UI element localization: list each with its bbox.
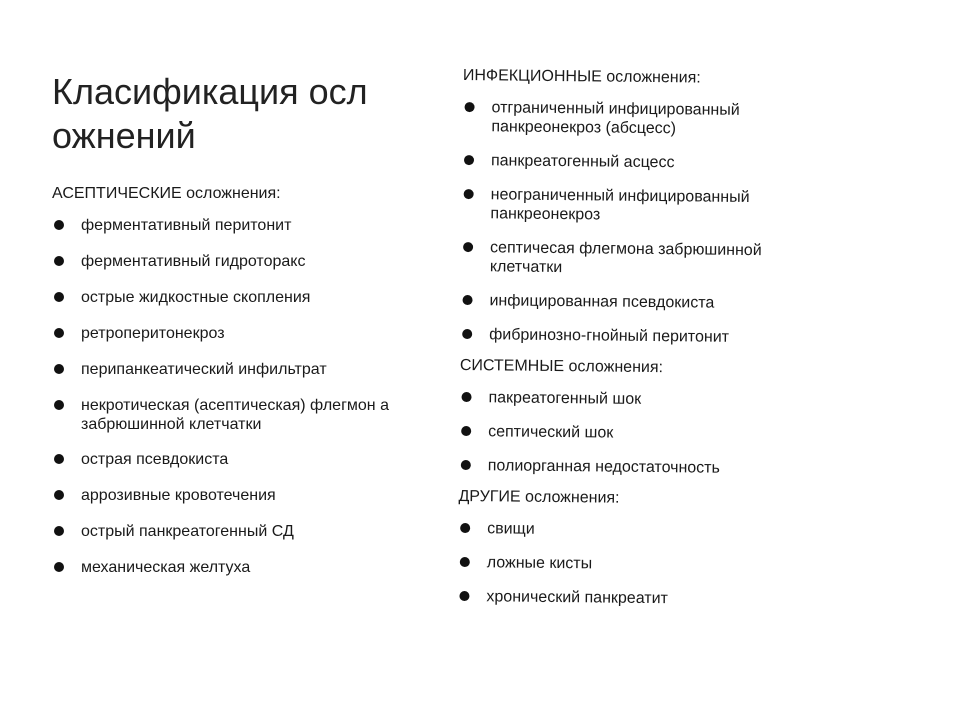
list-item-text: панкреатогенный асцесс [490,152,675,172]
bullet-icon [462,329,472,339]
bullet-icon [461,392,471,402]
list-item [458,519,818,542]
list-item-text: острая псевдокиста [81,451,229,468]
other-list [457,519,818,610]
aseptic-section [52,184,437,594]
list-item-text: септический шок [488,423,614,442]
list-item [52,216,437,235]
list-item-text: ферментативный перитонит [81,217,292,234]
list-item-text: септичесая флегмона забрюшинной клетчатки [489,239,762,277]
bullet-icon [465,102,475,112]
infectious-heading: ИНФЕКЦИОННЫЕ осложнения: [462,66,701,87]
bullet-icon [461,426,471,436]
bullet-icon [54,292,64,302]
list-item [52,324,437,343]
list-item [459,422,819,445]
list-item-text: ложные кисты [486,554,593,573]
other-heading: ДРУГИЕ осложнения: [458,487,620,507]
bullet-icon [54,256,64,266]
list-item-text: пакреатогенный шок [488,389,642,408]
bullet-icon [461,460,471,470]
list-item [462,98,791,139]
list-item [52,450,437,469]
systemic-heading: СИСТЕМНЫЕ осложнения: [459,356,664,377]
bullet-icon [54,400,64,410]
right-column [457,66,823,625]
aseptic-heading: АСЕПТИЧЕСКИЕ осложнения: [52,185,281,202]
bullet-icon [54,220,64,230]
list-item [461,185,790,226]
list-item [462,151,822,174]
list-item [52,396,411,434]
list-item-text: полиорганная недостаточность [487,457,720,477]
list-item [52,486,437,505]
list-item-text: острый панкреатогенный СД [81,523,294,540]
bullet-icon [54,328,64,338]
list-item [461,238,810,280]
list-item [52,288,437,307]
list-item [459,456,819,479]
list-item-text: аррозивные кровотечения [81,487,276,504]
list-item [52,252,437,271]
bullet-icon [459,591,469,601]
list-item-text: свищи [487,520,535,538]
list-item-text: некротическая (асептическая) флегмон а забрюшинной клетчатки [81,397,389,433]
bullet-icon [464,155,474,165]
list-item [457,587,817,610]
bullet-icon [54,454,64,464]
slide-title [52,70,412,158]
bullet-icon [460,523,470,533]
systemic-list [459,388,820,479]
infectious-list [460,98,823,348]
list-item-text: инфицированная псевдокиста [489,292,715,312]
list-item-text: ферментативный гидроторакс [81,253,306,270]
list-item-text: фибринозно-гнойный перитонит [489,326,730,346]
list-item-text: хронический панкреатит [486,588,668,608]
title-text: Класификация осл ожнений [52,71,368,156]
list-item [52,522,437,541]
list-item-text: механическая желтуха [81,559,251,576]
list-item [460,325,820,348]
list-item-text: отграниченный инфицированный панкреонекроз (абсцесс) [491,99,740,138]
bullet-icon [54,562,64,572]
bullet-icon [54,526,64,536]
list-item-text: ретроперитонекроз [81,325,225,342]
bullet-icon [463,242,473,252]
list-item [460,291,820,314]
list-item [52,360,437,379]
bullet-icon [464,189,474,199]
bullet-icon [460,557,470,567]
list-item-text: неограниченный инфицированный панкреонекроз [490,186,750,224]
list-item [52,558,437,577]
bullet-icon [54,490,64,500]
bullet-icon [462,295,472,305]
list-item-text: перипанкеатический инфильтрат [81,361,327,378]
list-item [459,388,819,411]
list-item [458,553,818,576]
aseptic-list [52,216,437,577]
bullet-icon [54,364,64,374]
list-item-text: острые жидкостные скопления [81,289,311,306]
